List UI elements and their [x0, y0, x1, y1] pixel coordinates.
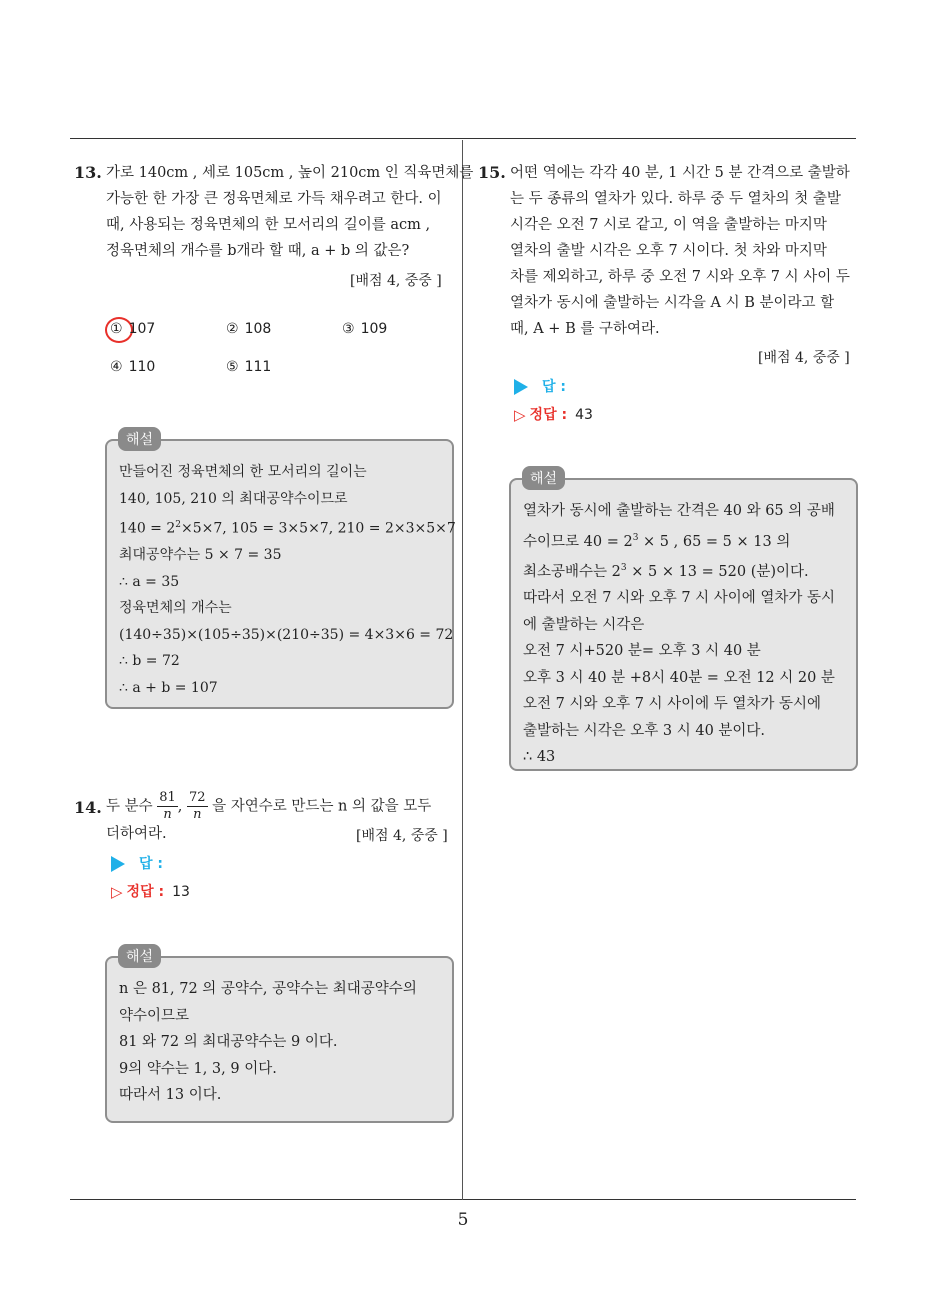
correct-arrow-icon: ▷	[111, 883, 123, 901]
explanation-text: 만들어진 정육면체의 한 모서리의 길이는 140, 105, 210 의 최대공약수이므로 $140 = 2^2\times 5\times 7$, 105 = 3×5×7, 210 = 2×3×5×7 최대공약수는 5 × 7 = 35 ∴ a = 35 정육면체의 개수는 (140÷35)×(105÷35)×(210÷35) = 4×3×6 = 72 ∴ b = 72 ∴ a + b = 107	[119, 464, 456, 696]
question-14-text: 두 분수 $\frac{81}{n}$ , $\frac{72}{n}$ 을 자연수로 만드는 n 의 값을 모두	[106, 790, 432, 822]
explanation-text: n 은 81, 72 의 공약수, 공약수는 최대공약수의 약수이므로 81 와 72 의 최대공약수는 9 이다. 9의 약수는 1, 3, 9 이다. 따라서 13 이다.	[119, 981, 417, 1103]
top-rule	[70, 138, 856, 139]
fraction-72-over-n: $\frac{72}{n}$	[189, 790, 206, 822]
question-13-score: [배점 4, 중중 ]	[350, 273, 442, 289]
explanation-line-factorization: $140 = 2^2\times 5\times 7$, 105 = 3×5×7, 210 = 2×3×5×7	[119, 520, 456, 537]
correct-arrow-icon: ▷	[514, 406, 526, 424]
question-14-number: 14.	[74, 798, 102, 817]
explanation-box-14	[105, 956, 454, 1123]
question-line: 정육면체의 개수를 b개라 할 때, a + b 의 값은?	[106, 243, 410, 259]
explanation-box-15	[509, 478, 858, 771]
question-line: 가능한 한 가장 큰 정육면체로 가득 채우려고 한다. 이	[106, 191, 442, 207]
explanation-tag: 해설	[118, 427, 161, 451]
question-13-number: 13.	[74, 163, 102, 182]
page-number: 5	[457, 1210, 469, 1230]
choice-4[interactable]: ④ 110	[110, 359, 156, 375]
explanation-line-lcm: 최소공배수는 $2^3 \times 5 \times 13 = 520$ (분)이다.	[523, 562, 809, 580]
explanation-tag: 해설	[522, 466, 565, 490]
answer-row-14[interactable]: 답 :	[111, 853, 163, 873]
question-line: 가로 140cm , 세로 105cm , 높이 210cm 인 직육면체를	[106, 165, 474, 181]
explanation-line-factor: 수이므로 $40 = 2^3 \times 5$ , 65 = 5 × 13 의	[523, 532, 791, 550]
explanation-text: 열차가 동시에 출발하는 간격은 40 와 65 의 공배 수이므로 $40 = 2^3 \times 5$ , 65 = 5 × 13 의 최소공배수는 $2^3 \times 5 \times 13 = 520$ (분)이다. 따라서 오전 7 시와 오후 7 시 사이에 열차가 동시 에 출발하는 시각은 오전 7 시+520 분= 오후 3 시 40 분 오후 3 시 40 분 +8시 40분 = 오전 12 시 20 분 오전 7 시와 오후 7 시 사이에 두 열차가 동시에 출발하는 시각은 오후 3 시 40 분이다. ∴ 43	[523, 503, 836, 766]
question-line: 때, 사용되는 정육면체의 한 모서리의 길이를 acm ,	[106, 217, 431, 233]
question-13-text	[106, 160, 474, 264]
question-15-text: 어떤 역에는 각각 40 분, 1 시간 5 분 간격으로 출발하 는 두 종류의 열차가 있다. 하루 중 두 열차의 첫 출발 시각은 오전 7 시로 같고, 이 역을 출발하는 마지막 열차의 출발 시각은 오후 7 시이다. 첫 차와 마지막 차를 제외하고, 하루 중 오전 7 시와 오후 7 시 사이 두 열차가 동시에 출발하는 시각을 A 시 B 분이라고 할 때, A + B 를 구하여라.	[510, 165, 850, 337]
choice-1[interactable]: ① 107	[110, 321, 156, 337]
choice-2[interactable]: ② 108	[226, 321, 272, 337]
explanation-box-13	[105, 439, 454, 709]
column-divider	[462, 140, 463, 1200]
correct-answer-row-15: ▷ 정답 : 43	[514, 406, 593, 424]
explanation-tag: 해설	[118, 944, 161, 968]
bottom-rule	[70, 1199, 856, 1200]
correct-answer-row-14: ▷ 정답 : 13	[111, 883, 190, 901]
question-14-text-cont: 더하여라.	[106, 826, 167, 842]
answer-arrow-icon	[111, 856, 125, 872]
choice-3[interactable]: ③ 109	[342, 321, 388, 337]
answer-row-15[interactable]: 답 :	[514, 376, 566, 396]
answer-arrow-icon	[514, 379, 528, 395]
choice-5[interactable]: ⑤ 111	[226, 359, 272, 375]
fraction-81-over-n: $\frac{81}{n}$	[159, 790, 176, 822]
question-14-score: [배점 4, 중중 ]	[356, 828, 448, 844]
question-15-score: [배점 4, 중중 ]	[758, 350, 850, 366]
question-15-number: 15.	[478, 163, 506, 182]
